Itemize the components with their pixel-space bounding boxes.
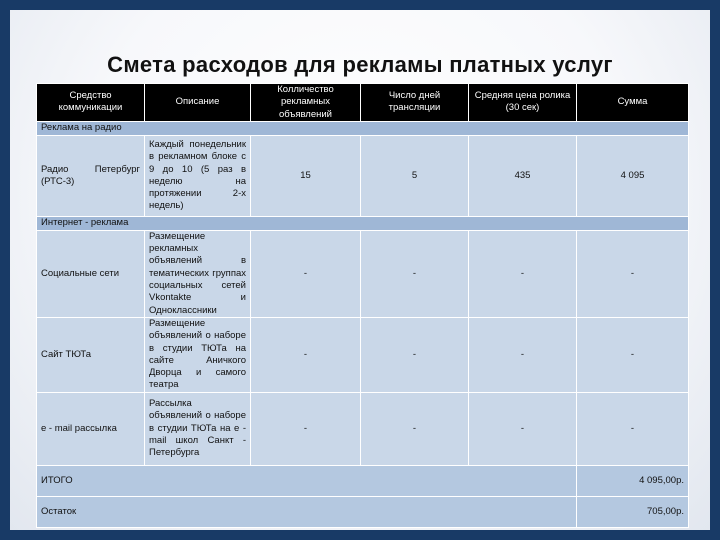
header-price: Средняя цена ролика (30 сек) (469, 84, 577, 122)
table-row (37, 230, 689, 317)
cell-medium: e - mail рассылка (37, 392, 145, 465)
remainder-value: 705,00р. (577, 496, 689, 527)
cell-price: - (469, 392, 577, 465)
cell-price: - (469, 317, 577, 392)
header-row (37, 84, 689, 122)
cell-days: 5 (361, 135, 469, 216)
cell-description: Размещение объявлений о наборе в студии ТЮТа на сайте Аничкого Дворца и самого театра (145, 317, 251, 392)
cell-sum: 4 095 (577, 135, 689, 216)
section-label: Реклама на радио (37, 121, 689, 135)
cell-description: Каждый понедельник в рекламном блоке с 9 до 10 (5 раз в неделю на протяжении 2-х недель) (145, 135, 251, 216)
cell-days: - (361, 230, 469, 317)
cell-count: - (251, 392, 361, 465)
section-row-radio (37, 121, 689, 135)
total-row (37, 465, 689, 496)
section-row-internet (37, 216, 689, 230)
header-count: Колличество рекламных объявлений (251, 84, 361, 122)
cell-days: - (361, 317, 469, 392)
cell-count: 15 (251, 135, 361, 216)
expense-table (36, 83, 689, 528)
cell-description: Рассылка объявлений о наборе в студии ТЮТа на e - mail школ Санкт - Петербурга (145, 392, 251, 465)
cell-sum: - (577, 230, 689, 317)
section-label: Интернет - реклама (37, 216, 689, 230)
cell-price: 435 (469, 135, 577, 216)
header-days: Число дней трансляции (361, 84, 469, 122)
header-sum: Сумма (577, 84, 689, 122)
cell-medium: Социальные сети (37, 230, 145, 317)
cell-description: Размещение рекламных объявлений в тематических группах социальных сетей Vkontakte и Одноклассники (145, 230, 251, 317)
cell-price: - (469, 230, 577, 317)
total-label: ИТОГО (37, 465, 577, 496)
header-description: Описание (145, 84, 251, 122)
table-row (37, 392, 689, 465)
cell-medium: Сайт ТЮТа (37, 317, 145, 392)
remainder-label: Остаток (37, 496, 577, 527)
cell-sum: - (577, 392, 689, 465)
cell-count: - (251, 317, 361, 392)
total-value: 4 095,00р. (577, 465, 689, 496)
cell-count: - (251, 230, 361, 317)
page-title: Смета расходов для рекламы платных услуг (107, 52, 613, 77)
table-row (37, 135, 689, 216)
table-row (37, 317, 689, 392)
remainder-row (37, 496, 689, 527)
cell-medium: Радио Петербург (РТС-3) (37, 135, 145, 216)
cell-days: - (361, 392, 469, 465)
cell-sum: - (577, 317, 689, 392)
header-medium: Средство коммуникации (37, 84, 145, 122)
